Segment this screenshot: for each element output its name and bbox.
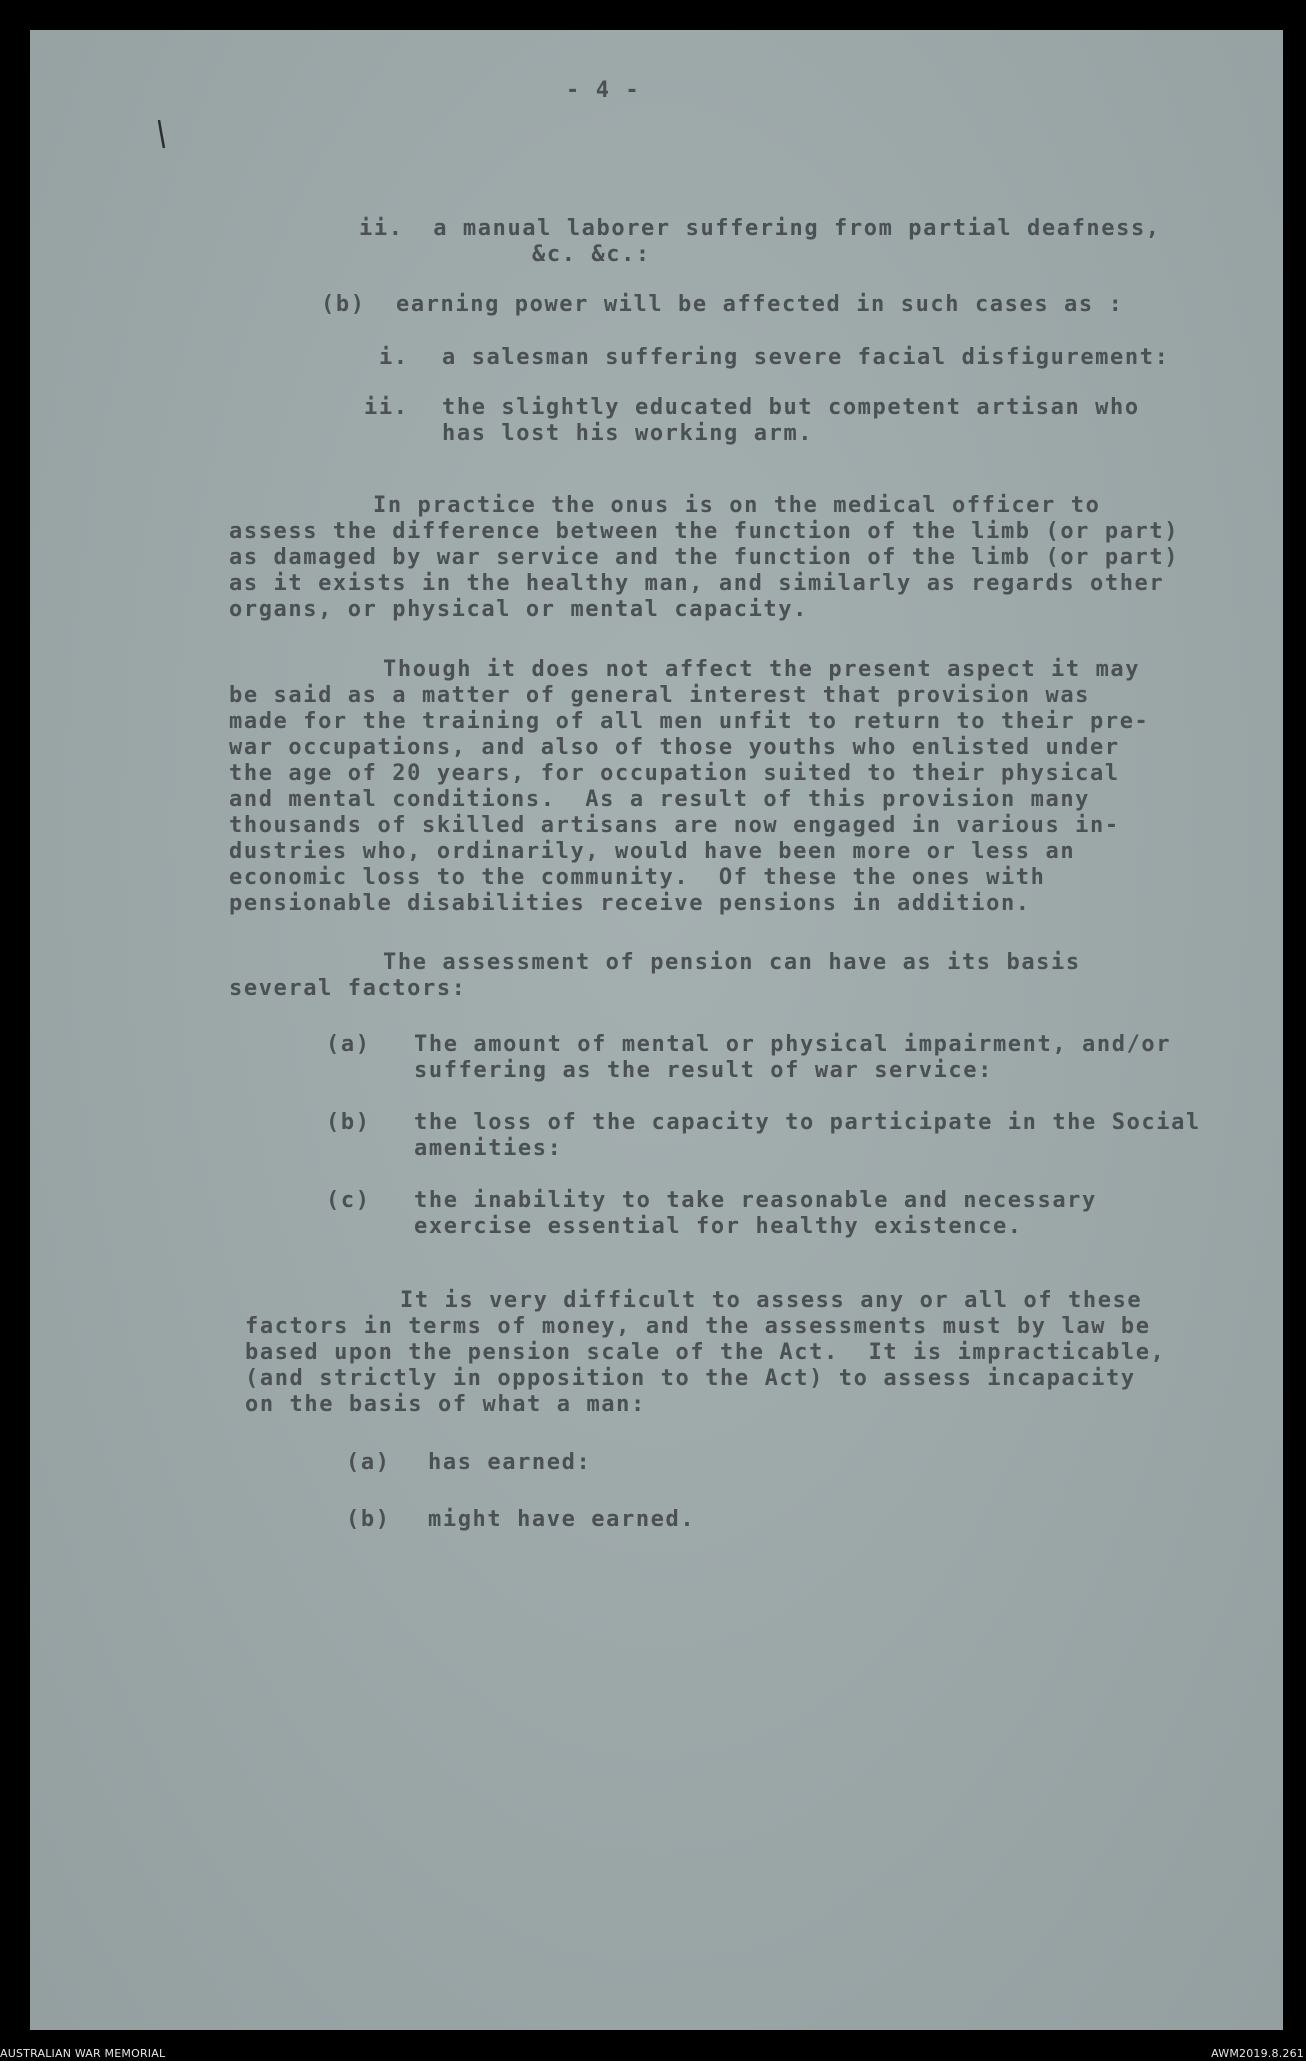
paragraph-line: organs, or physical or mental capacity. <box>229 597 808 622</box>
paragraph-line: It is very difficult to assess any or all of these <box>400 1288 1143 1313</box>
paragraph-line: factors in terms of money, and the assessments must by law be <box>245 1314 1151 1339</box>
item-b-ii-line1: the slightly educated but competent artisan who <box>442 395 1140 420</box>
earn-a-text: has earned: <box>428 1450 592 1475</box>
item-b-label: (b) <box>321 292 366 317</box>
earn-b-text: might have earned. <box>428 1507 696 1532</box>
factor-c-label: (c) <box>326 1188 371 1213</box>
factor-a-label: (a) <box>326 1032 371 1057</box>
paragraph-line: as it exists in the healthy man, and similarly as regards other <box>229 571 1165 596</box>
factor-c-line1: the inability to take reasonable and necessary <box>414 1188 1097 1213</box>
paragraph-line: assess the difference between the function of the limb (or part) <box>229 519 1180 544</box>
paragraph-line: The assessment of pension can have as its basis <box>383 950 1081 975</box>
paragraph-line: pensionable disabilities receive pensions in addition. <box>229 891 1031 916</box>
paragraph-line: and mental conditions. As a result of this provision many <box>229 787 1091 812</box>
paragraph-line: Though it does not affect the present aspect it may <box>383 657 1141 682</box>
factor-a-line2: suffering as the result of war service: <box>414 1058 993 1083</box>
paragraph-line: on the basis of what a man: <box>245 1392 646 1417</box>
paragraph-line: be said as a matter of general interest that provision was <box>229 683 1091 708</box>
paragraph-line: made for the training of all men unfit to return to their pre- <box>229 709 1150 734</box>
paragraph-line: based upon the pension scale of the Act. It is impracticable, <box>245 1340 1166 1365</box>
document-page <box>30 30 1283 2030</box>
paragraph-line: as damaged by war service and the function of the limb (or part) <box>229 545 1180 570</box>
item-b-i-text: a salesman suffering severe facial disfigurement: <box>442 345 1170 370</box>
paragraph-line: war occupations, and also of those youths who enlisted under <box>229 735 1120 760</box>
list-item-a-ii-line1: ii. a manual laborer suffering from partial deafness, <box>359 216 1161 241</box>
paragraph-line: thousands of skilled artisans are now engaged in various in- <box>229 813 1120 838</box>
list-item-a-ii-line2: &c. &c.: <box>532 242 651 267</box>
paragraph-line: economic loss to the community. Of these the ones with <box>229 865 1046 890</box>
paragraph-line: the age of 20 years, for occupation suited to their physical <box>229 761 1120 786</box>
factor-b-line2: amenities: <box>414 1136 563 1161</box>
earn-b-label: (b) <box>346 1507 391 1532</box>
paragraph-line: (and strictly in opposition to the Act) to assess incapacity <box>245 1366 1136 1391</box>
factor-b-label: (b) <box>326 1110 371 1135</box>
footer-institution: AUSTRALIAN WAR MEMORIAL <box>0 2047 166 2060</box>
item-b-ii-num: ii. <box>364 395 409 420</box>
paragraph-line: several factors: <box>229 976 467 1001</box>
item-b-ii-line2: has lost his working arm. <box>442 421 814 446</box>
page-number: - 4 - <box>566 78 641 103</box>
item-b-i-num: i. <box>379 345 409 370</box>
factor-b-line1: the loss of the capacity to participate in the Social <box>414 1110 1201 1135</box>
item-b-text: earning power will be affected in such cases as : <box>396 292 1124 317</box>
factor-a-line1: The amount of mental or physical impairment, and/or <box>414 1032 1172 1057</box>
paragraph-line: dustries who, ordinarily, would have been more or less an <box>229 839 1076 864</box>
ink-mark <box>156 120 166 150</box>
footer-accession-number: AWM2019.8.261 <box>1211 2047 1304 2060</box>
earn-a-label: (a) <box>346 1450 391 1475</box>
factor-c-line2: exercise essential for healthy existence. <box>414 1214 1023 1239</box>
paragraph-line: In practice the onus is on the medical officer to <box>373 493 1101 518</box>
